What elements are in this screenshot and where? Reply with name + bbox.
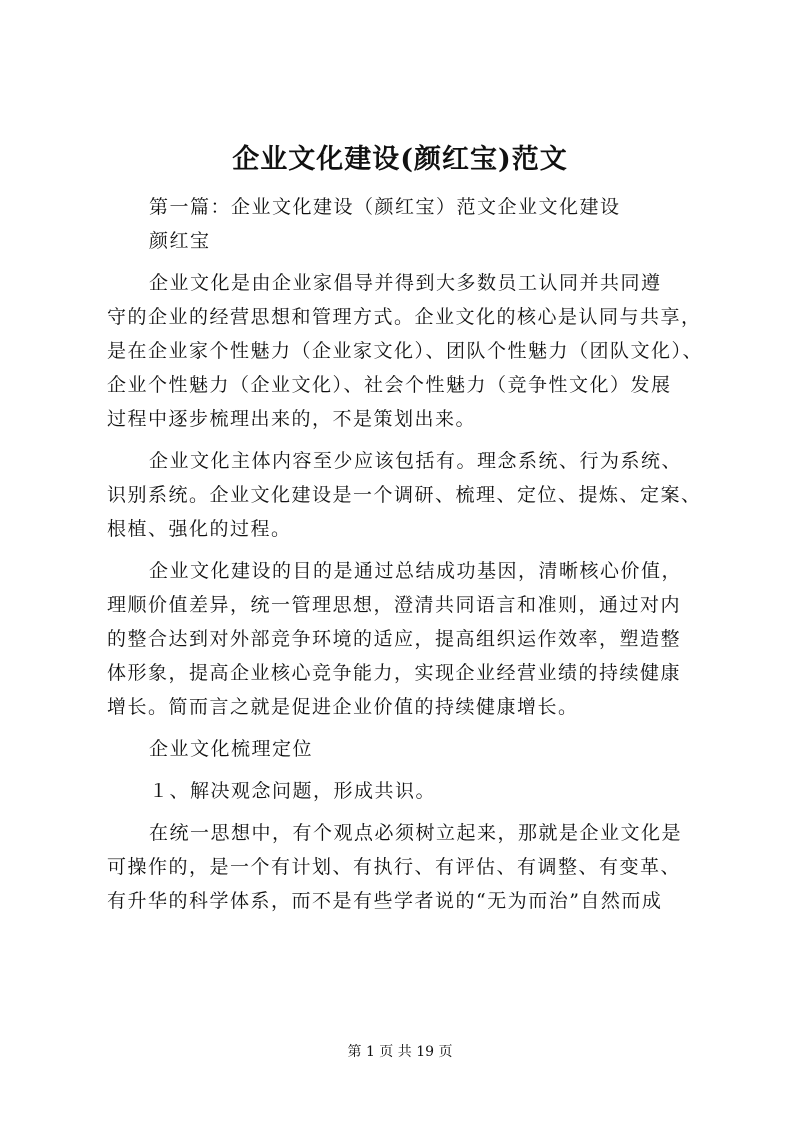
text-line: 企业个性魅力（企业文化）、社会个性魅力（竞争性文化）发展 — [107, 374, 672, 396]
text-line: 根植、强化的过程。 — [107, 518, 292, 540]
text-line: 的整合达到对外部竞争环境的适应，提高组织运作效率，塑造整 — [107, 628, 682, 650]
text-line: 企业文化梳理定位 — [149, 738, 314, 760]
page-footer: 第 1 页 共 19 页 — [347, 1044, 453, 1060]
text-line: 在统一思想中，有个观点必须树立起来，那就是企业文化是 — [149, 822, 683, 844]
paragraph — [107, 190, 727, 224]
paragraph — [107, 266, 727, 436]
text-line: 体形象，提高企业核心竞争能力，实现企业经营业绩的持续健康 — [107, 662, 682, 684]
document-title: 企业文化建设(颜红宝)范文 — [232, 144, 568, 175]
text-line: 企业文化建设的目的是通过总结成功基因，清晰核心价值， — [149, 560, 683, 582]
text-line: １、解决观念问题，形成共识。 — [149, 780, 437, 802]
text-line: 可操作的，是一个有计划、有执行、有评估、有调整、有变革、 — [107, 856, 682, 878]
paragraph — [107, 816, 727, 918]
paragraph — [107, 774, 727, 808]
text-line: 第一篇：企业文化建设（颜红宝）范文企业文化建设 — [149, 196, 621, 218]
text-line: 企业文化是由企业家倡导并得到大多数员工认同并共同遵 — [149, 272, 662, 294]
text-line: 理顺价值差异，统一管理思想，澄清共同语言和准则，通过对内 — [107, 594, 682, 616]
text-line: 过程中逐步梳理出来的，不是策划出来。 — [107, 408, 477, 430]
text-line: 识别系统。企业文化建设是一个调研、梳理、定位、提炼、定案、 — [107, 484, 702, 506]
paragraph — [107, 554, 727, 724]
text-line: 有升华的科学体系，而不是有些学者说的“无为而治”自然而成 — [107, 890, 663, 912]
text-line: 是在企业家个性魅力（企业家文化）、团队个性魅力（团队文化）、 — [107, 340, 704, 362]
paragraph — [107, 732, 727, 766]
text-line: 企业文化主体内容至少应该包括有。理念系统、行为系统、 — [149, 450, 683, 472]
document-body — [107, 190, 727, 918]
text-line: 增长。简而言之就是促进企业价值的持续健康增长。 — [107, 696, 579, 718]
paragraph — [107, 444, 727, 546]
paragraph — [107, 224, 727, 258]
text-line: 颜红宝 — [149, 230, 211, 252]
text-line: 守的企业的经营思想和管理方式。企业文化的核心是认同与共享， — [107, 306, 702, 328]
